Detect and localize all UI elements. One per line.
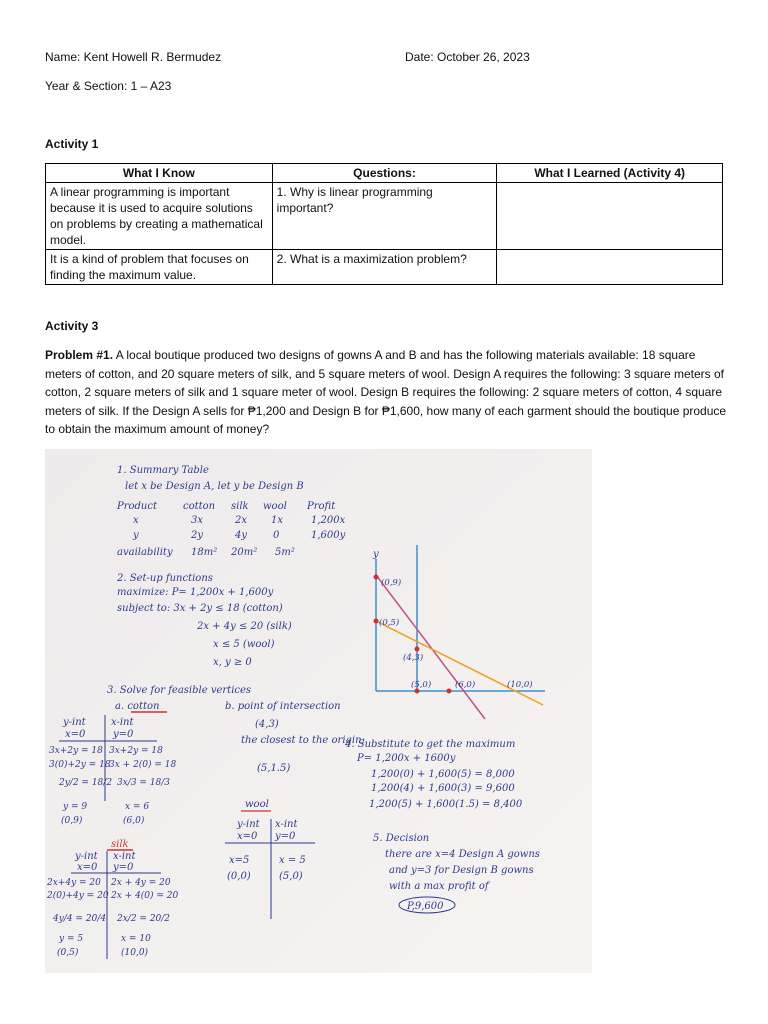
functions-wool: x ≤ 5 (wool) (213, 639, 275, 650)
summary-cell: 18m² (191, 547, 218, 558)
student-name: Name: Kent Howell R. Bermudez (45, 50, 222, 64)
silk-step: x = 10 (121, 934, 151, 944)
vertex-label: (10,0) (507, 680, 533, 690)
cotton-step: (0,9) (61, 816, 83, 826)
wool-yint: y-int (237, 819, 260, 830)
activity-3-title: Activity 3 (45, 319, 99, 333)
cotton-x0: x=0 (65, 729, 86, 740)
decision-text: there are x=4 Design A gowns (385, 849, 540, 860)
summary-cell: availability (117, 547, 173, 558)
table-cell: A linear programming is important because it is used to acquire solutions on problems by creating a mathematical model. (46, 183, 273, 250)
intersection-point: (4,3) (255, 719, 279, 730)
cotton-step: 2y/2 = 18/2 (59, 778, 113, 788)
vertex-label: (0,9) (381, 578, 402, 588)
silk-step: y = 5 (59, 934, 84, 944)
column-header: What I Learned (Activity 4) (497, 164, 723, 183)
silk-yint: y-int (75, 851, 98, 862)
wool-step: x=5 (229, 855, 250, 866)
table-header-row (46, 164, 723, 183)
closest-point: (5,1.5) (257, 763, 291, 774)
vertex-label: (4,3) (403, 653, 424, 663)
summary-cell: x (133, 515, 139, 526)
functions-maximize: maximize: P= 1,200x + 1,600y (117, 587, 274, 598)
cotton-step: 3(0)+2y = 18 (49, 760, 111, 770)
vertex-label: (6,0) (455, 680, 476, 690)
vertex-label: (5,0) (411, 680, 432, 690)
wool-x0: x=0 (237, 831, 258, 842)
graph-y-label: y (373, 549, 379, 560)
substitute-title: 4. Substitute to get the maximum (345, 739, 516, 750)
silk-xint: x-int (113, 851, 136, 862)
column-header: Questions: (272, 164, 497, 183)
decision-title: 5. Decision (373, 833, 430, 844)
table-cell: It is a kind of problem that focuses on finding the maximum value. (46, 250, 273, 285)
wool-step: x = 5 (279, 855, 306, 866)
summary-cell: 4y (235, 530, 248, 541)
functions-title: 2. Set-up functions (117, 573, 213, 584)
problem-label: Problem #1. (45, 348, 114, 362)
problem-text: A local boutique produced two designs of gowns A and B and has the following materials available: 18 square meters of cotton, and 20 square meters of silk, and 5 square meters of wool. Design A requires the following: 3 square meters of cotton, 2 square meters of silk and 1 square meter of wool. Design B requires the following: 2 square meters of cotton, 4 square meters of silk. If the Design A sells for ₱1,200 and Design B for ₱1,600, how many of each garment should the boutique produce to obtain the maximum amount of money? (45, 348, 727, 436)
table-row (46, 183, 723, 250)
summary-cell: 3x (191, 515, 204, 526)
cotton-step: (6,0) (123, 816, 145, 826)
silk-step: 4y/4 = 20/4 (53, 914, 107, 924)
handwritten-solution (45, 449, 592, 973)
vertex-point (447, 689, 452, 694)
vertex-point (415, 647, 420, 652)
summary-let: let x be Design A, let y be Design B (125, 481, 304, 492)
summary-cell: 5m² (275, 547, 295, 558)
summary-header: silk (231, 501, 249, 512)
cotton-step: x = 6 (125, 802, 150, 812)
activity-1-title: Activity 1 (45, 137, 99, 151)
wool-xint: x-int (275, 819, 298, 830)
silk-label: silk (111, 839, 129, 850)
summary-title: 1. Summary Table (117, 465, 209, 476)
summary-header: cotton (183, 501, 216, 512)
summary-cell: 2y (191, 530, 204, 541)
summary-cell: 1,600y (311, 530, 346, 541)
cotton-yint: y-int (63, 717, 86, 728)
silk-y0: y=0 (113, 862, 134, 873)
table-cell: 1. Why is linear programming important? (272, 183, 497, 250)
decision-text: with a max profit of (389, 881, 489, 892)
column-header: What I Know (46, 164, 273, 183)
summary-cell: y (133, 530, 139, 541)
table-cell: 2. What is a maximization problem? (272, 250, 497, 285)
vertices-title: 3. Solve for feasible vertices (107, 685, 252, 696)
closest-origin-text: the closest to the origin: (241, 735, 365, 746)
silk-step: 2x + 4y = 20 (111, 878, 171, 888)
silk-x0: x=0 (77, 862, 98, 873)
cotton-label: a. cotton (115, 701, 160, 712)
substitute-step: 1,200(5) + 1,600(1.5) = 8,400 (369, 799, 523, 810)
summary-cell: 1,200x (311, 515, 346, 526)
intersection-label: b. point of intersection (225, 701, 341, 712)
wool-label: wool (245, 799, 269, 810)
wool-y0: y=0 (275, 831, 296, 842)
summary-header: Profit (307, 501, 336, 512)
kwl-table (45, 163, 723, 285)
cotton-xint: x-int (111, 717, 134, 728)
vertex-point (374, 575, 379, 580)
decision-answer: P,9,600 (407, 901, 444, 912)
silk-step: (10,0) (121, 948, 149, 958)
year-section: Year & Section: 1 – A23 (45, 79, 172, 93)
summary-cell: 20m² (231, 547, 258, 558)
functions-silk: 2x + 4y ≤ 20 (silk) (197, 621, 292, 632)
silk-step: (0,5) (57, 948, 79, 958)
cotton-step: 3x/3 = 18/3 (117, 778, 171, 788)
silk-step: 2x + 4(0) = 20 (111, 891, 179, 901)
silk-step: 2x/2 = 20/2 (117, 914, 171, 924)
table-row (46, 250, 723, 285)
vertex-label: (0,5) (379, 618, 400, 628)
table-cell (497, 183, 723, 250)
substitute-step: 1,200(0) + 1,600(5) = 8,000 (371, 769, 515, 780)
silk-step: 2(0)+4y = 20 (47, 891, 109, 901)
substitute-step: 1,200(4) + 1,600(3) = 9,600 (371, 783, 515, 794)
cotton-step: 3x+2y = 18 (109, 746, 163, 756)
document-date: Date: October 26, 2023 (405, 50, 530, 64)
decision-text: and y=3 for Design B gowns (389, 865, 534, 876)
wool-step: (5,0) (279, 871, 303, 882)
vertex-point (374, 619, 379, 624)
summary-header: wool (263, 501, 287, 512)
cotton-y0: y=0 (113, 729, 134, 740)
functions-subject: subject to: 3x + 2y ≤ 18 (cotton) (117, 603, 283, 614)
table-cell (497, 250, 723, 285)
cotton-step: 3x + 2(0) = 18 (109, 760, 177, 770)
summary-cell: 1x (271, 515, 284, 526)
summary-cell: 0 (273, 530, 280, 541)
summary-cell: 2x (235, 515, 248, 526)
problem-paragraph (45, 346, 727, 439)
silk-step: 2x+4y = 20 (47, 878, 101, 888)
cotton-step: y = 9 (63, 802, 88, 812)
summary-header: Product (117, 501, 157, 512)
substitute-formula: P= 1,200x + 1600y (357, 753, 456, 764)
cotton-step: 3x+2y = 18 (49, 746, 103, 756)
functions-nonneg: x, y ≥ 0 (213, 657, 252, 668)
wool-step: (0,0) (227, 871, 251, 882)
handwritten-solution-photo (45, 449, 592, 973)
